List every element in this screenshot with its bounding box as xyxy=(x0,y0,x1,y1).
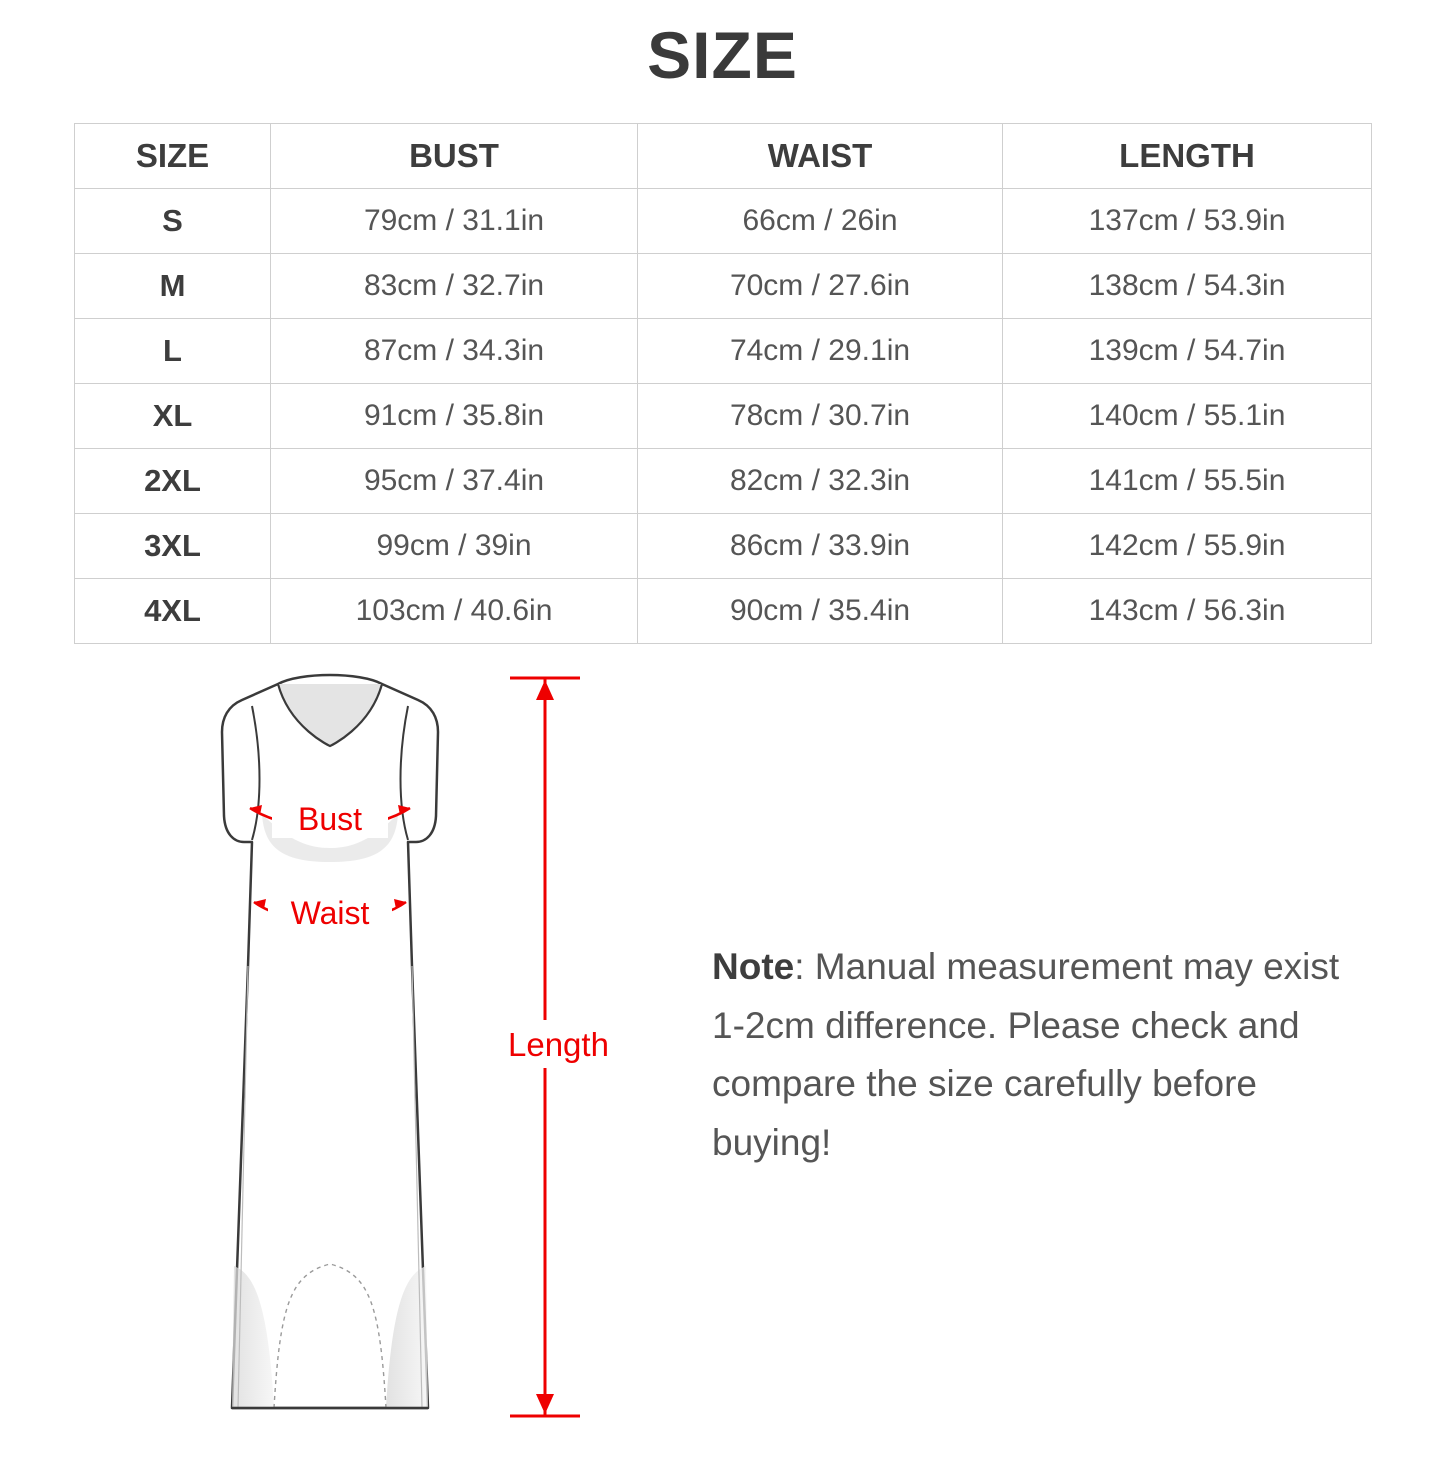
cell-length: 137cm / 53.9in xyxy=(1003,189,1372,254)
cell-length: 142cm / 55.9in xyxy=(1003,514,1372,579)
length-measure xyxy=(500,668,680,1428)
cell-size: 2XL xyxy=(75,449,271,514)
table-row xyxy=(75,449,1372,514)
size-chart-table xyxy=(74,123,1372,644)
table-row xyxy=(75,579,1372,644)
cell-waist: 70cm / 27.6in xyxy=(638,254,1003,319)
bust-label: Bust xyxy=(297,801,363,838)
cell-waist: 74cm / 29.1in xyxy=(638,319,1003,384)
length-label: Length xyxy=(508,1026,609,1064)
cell-size: L xyxy=(75,319,271,384)
cell-length: 138cm / 54.3in xyxy=(1003,254,1372,319)
cell-length: 143cm / 56.3in xyxy=(1003,579,1372,644)
waist-label: Waist xyxy=(290,895,370,932)
size-table-container xyxy=(74,123,1371,644)
diagram-section xyxy=(0,666,1445,1446)
cell-size: 4XL xyxy=(75,579,271,644)
column-header-length: LENGTH xyxy=(1003,124,1372,189)
cell-waist: 66cm / 26in xyxy=(638,189,1003,254)
table-row xyxy=(75,319,1372,384)
cell-size: S xyxy=(75,189,271,254)
note-text xyxy=(712,938,1362,1172)
cell-waist: 86cm / 33.9in xyxy=(638,514,1003,579)
page-title: SIZE xyxy=(647,18,798,92)
cell-bust: 79cm / 31.1in xyxy=(271,189,638,254)
cell-bust: 95cm / 37.4in xyxy=(271,449,638,514)
cell-bust: 91cm / 35.8in xyxy=(271,384,638,449)
cell-bust: 83cm / 32.7in xyxy=(271,254,638,319)
cell-waist: 78cm / 30.7in xyxy=(638,384,1003,449)
column-header-bust: BUST xyxy=(271,124,638,189)
cell-bust: 103cm / 40.6in xyxy=(271,579,638,644)
table-row xyxy=(75,254,1372,319)
cell-waist: 82cm / 32.3in xyxy=(638,449,1003,514)
column-header-size: SIZE xyxy=(75,124,271,189)
cell-waist: 90cm / 35.4in xyxy=(638,579,1003,644)
cell-bust: 87cm / 34.3in xyxy=(271,319,638,384)
note-body: : Manual measurement may exist 1-2cm difference. Please check and compare the size carefully before buying! xyxy=(712,946,1340,1163)
cell-length: 139cm / 54.7in xyxy=(1003,319,1372,384)
table-row xyxy=(75,189,1372,254)
cell-size: M xyxy=(75,254,271,319)
cell-length: 141cm / 55.5in xyxy=(1003,449,1372,514)
dress-illustration xyxy=(150,666,510,1426)
note-label: Note xyxy=(712,946,795,988)
cell-length: 140cm / 55.1in xyxy=(1003,384,1372,449)
cell-bust: 99cm / 39in xyxy=(271,514,638,579)
table-row xyxy=(75,514,1372,579)
table-header-row xyxy=(75,124,1372,189)
table-row xyxy=(75,384,1372,449)
cell-size: 3XL xyxy=(75,514,271,579)
column-header-waist: WAIST xyxy=(638,124,1003,189)
cell-size: XL xyxy=(75,384,271,449)
